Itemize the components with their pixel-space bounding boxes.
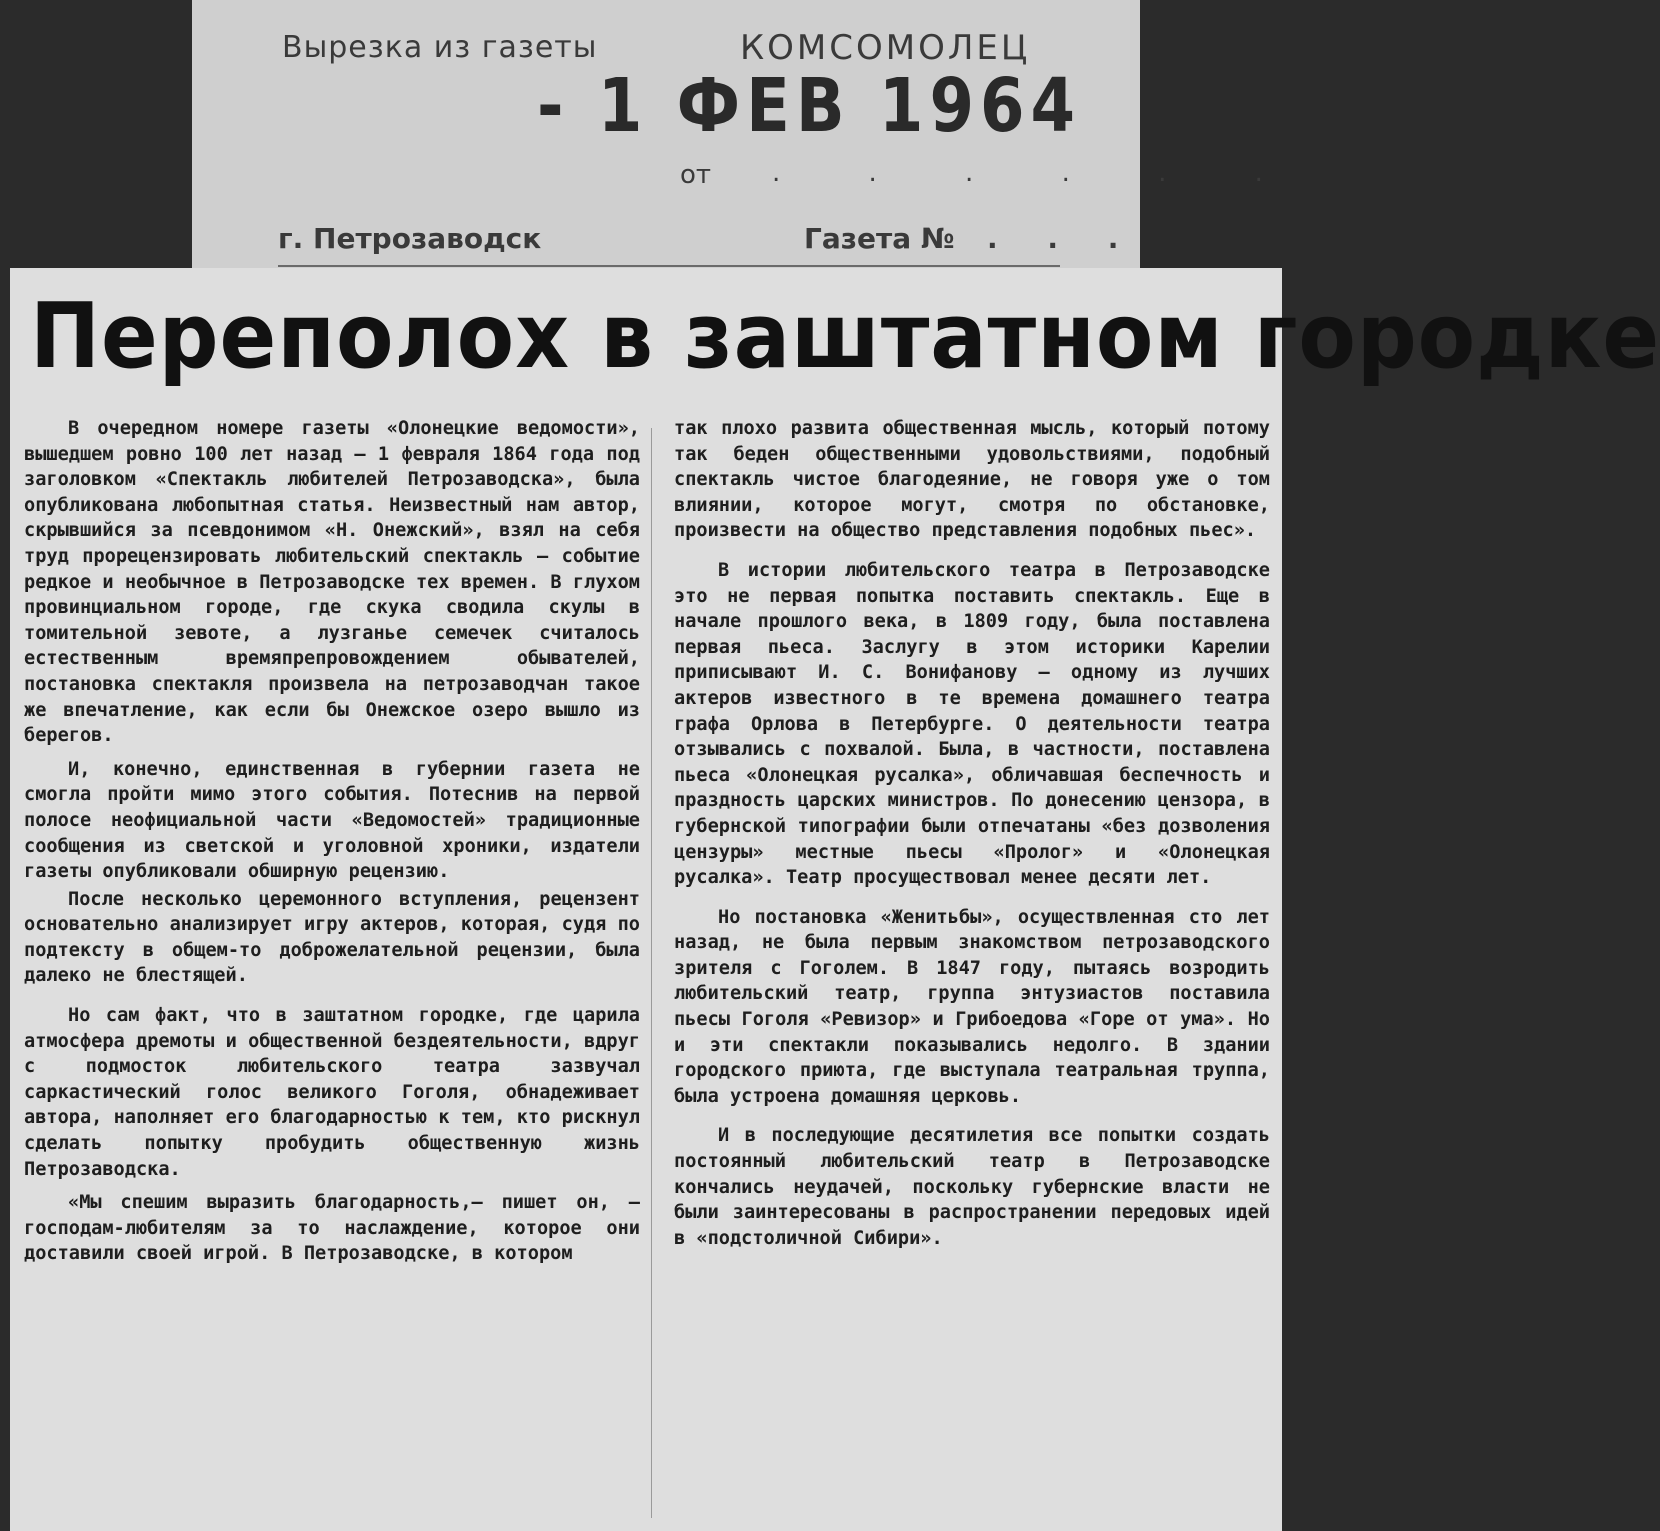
article-paragraph: В очередном номере газеты «Олонецкие ведомости», вышедшем ровно 100 лет назад — 1 февраля 1864 года под заголовком «Спектакль любителей Петрозаводска», была опубликована любопытная статья. Неизвестный нам автор, скрывшийся за псевдонимом «Н. Онежский», взял на себя труд прорецензировать любительский спектакль — событие редкое и необычное в Петрозаводске тех времен. В глухом провинциальном городе, где скука сводила скулы в томительной зевоте, а лузганье семечек считалось естественным времяпрепровождением обывателей, постановка спектакля произвела на петрозаводчан такое же впечатление, как если бы Онежское озеро вышло из берегов. <box>24 418 640 747</box>
article-paragraph: Но постановка «Женитьбы», осуществленная сто лет назад, не была первым знакомством петрозаводского зрителя с Гоголем. В 1847 году, пытаясь возродить любительский театр, группа энтузиастов поставила пьесы Гоголя «Ревизор» и Грибоедова «Горе от ума». Но и эти спектакли показывались недолго. В здании городского приюта, где выступала театральная труппа, была устроена домашняя церковь. <box>674 906 1270 1107</box>
stamp-date: - 1 ФЕВ 1964 <box>537 64 1082 150</box>
article-column-left <box>24 416 640 1269</box>
article-paragraph: В истории любительского театра в Петрозаводске это не первая попытка поставить спектакль. Еще в начале прошлого века, в 1809 году, была поставлена первая пьеса. Заслугу в этом историки Карелии приписывают И. С. Вонифанову — одному из лучших актеров известного в те времена домашнего театра графа Орлова в Петербурге. О деятельности театра отзывались с похвалой. Была, в частности, поставлена пьеса «Олонецкая русалка», обличавшая беспечность и праздность царских министров. По донесению цензора, в губернской типографии были отпечатаны «без дозволения цензуры» местные пьесы «Пролог» и «Олонецкая русалка». Театр просуществовал менее десяти лет. <box>674 559 1270 889</box>
stamp-from-dots: . . . . . . <box>772 158 1303 188</box>
stamp-issue-dots: . . . <box>987 222 1139 255</box>
stamp-newspaper-name: КОМСОМОЛЕЦ <box>740 28 1031 68</box>
article-paragraph: «Мы спешим выразить благодарность,— пишет он, — господам-любителям за то наслаждение, которое они доставили своей игрой. В Петрозаводске, в котором <box>24 1192 640 1265</box>
article-paragraph: И в последующие десятилетия все попытки создать постоянный любительский театр в Петрозаводске кончались неудачей, поскольку губернские власти не были заинтересованы в распространении передовых идей в «подстоличной Сибири». <box>674 1125 1270 1249</box>
stamp-from-label: от <box>680 160 712 190</box>
article-paragraph: так плохо развита общественная мысль, который потому так беден общественными удовольствиями, подобный спектакль чистое благодеяние, не говоря уже о том влиянии, которое могут, смотря по обстановке, произвести на общество представления подобных пьес». <box>674 418 1270 542</box>
article-headline: Переполох в заштатном городке <box>30 284 1660 389</box>
column-divider <box>651 428 652 1518</box>
clipping-stamp <box>192 0 1303 272</box>
newspaper-clipping <box>10 268 1660 1531</box>
article-paragraph: Но сам факт, что в заштатном городке, где царила атмосфера дремоты и общественной бездеятельности, вдруг с подмосток любительского театра зазвучал саркастический голос великого Гоголя, обнадеживает автора, наполняет его благодарностью к тем, кто рискнул сделать попытку пробудить общественную жизнь Петрозаводска. <box>24 1005 640 1180</box>
stamp-divider <box>278 265 1060 267</box>
stamp-issue-label: Газета № <box>804 222 955 255</box>
article-column-right <box>674 416 1270 1259</box>
article-paragraph: После несколько церемонного вступления, рецензент основательно анализирует игру актеров, которая, судя по подтексту в общем-то доброжелательной рецензии, была далеко не блестящей. <box>24 888 640 987</box>
stamp-label: Вырезка из газеты <box>282 30 598 65</box>
article-paragraph: И, конечно, единственная в губернии газета не смогла пройти мимо этого события. Потеснив на первой полосе неофициальной части «Ведомостей» традиционные сообщения из светской и уголовной хроники, издатели газеты опубликовали обширную рецензию. <box>24 758 640 883</box>
stamp-city: г. Петрозаводск <box>278 222 542 255</box>
